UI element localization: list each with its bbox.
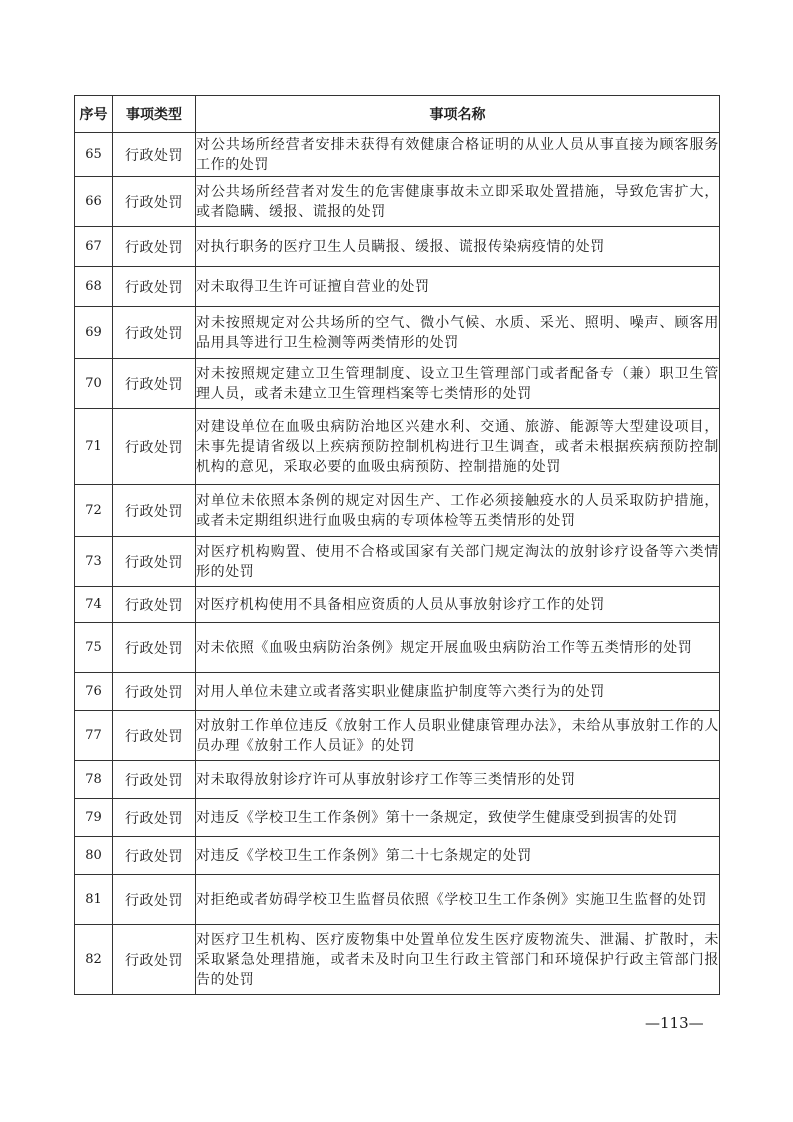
table-row (75, 875, 720, 925)
row-type: 行政处罚 (113, 837, 196, 875)
row-no: 82 (75, 925, 113, 995)
table-row (75, 267, 720, 307)
table-row (75, 359, 720, 409)
row-name: 对未取得卫生许可证擅自营业的处罚 (196, 267, 720, 307)
row-type: 行政处罚 (113, 799, 196, 837)
row-type: 行政处罚 (113, 761, 196, 799)
row-name: 对违反《学校卫生工作条例》第十一条规定，致使学生健康受到损害的处罚 (196, 799, 720, 837)
table-row (75, 307, 720, 359)
row-name: 对未按照规定建立卫生管理制度、设立卫生管理部门或者配备专（兼）职卫生管理人员，或者未建立卫生管理档案等七类情形的处罚 (196, 359, 720, 409)
row-type: 行政处罚 (113, 227, 196, 267)
table-row (75, 837, 720, 875)
row-no: 68 (75, 267, 113, 307)
table-row (75, 673, 720, 711)
row-type: 行政处罚 (113, 537, 196, 587)
row-name: 对建设单位在血吸虫病防治地区兴建水利、交通、旅游、能源等大型建设项目，未事先提请省级以上疾病预防控制机构进行卫生调查，或者未根据疾病预防控制机构的意见，采取必要的血吸虫病预防、控制措施的处罚 (196, 409, 720, 485)
row-name: 对未按照规定对公共场所的空气、微小气候、水质、采光、照明、噪声、顾客用品用具等进行卫生检测等两类情形的处罚 (196, 307, 720, 359)
header-type: 事项类型 (113, 96, 196, 133)
table-row (75, 177, 720, 227)
row-no: 71 (75, 409, 113, 485)
table-row (75, 133, 720, 177)
row-name: 对放射工作单位违反《放射工作人员职业健康管理办法》，未给从事放射工作的人员办理《放射工作人员证》的处罚 (196, 711, 720, 761)
table-row (75, 761, 720, 799)
row-no: 76 (75, 673, 113, 711)
row-type: 行政处罚 (113, 409, 196, 485)
row-no: 80 (75, 837, 113, 875)
row-type: 行政处罚 (113, 623, 196, 673)
table-row (75, 587, 720, 623)
table-row (75, 925, 720, 995)
row-type: 行政处罚 (113, 587, 196, 623)
row-no: 67 (75, 227, 113, 267)
row-no: 65 (75, 133, 113, 177)
row-name: 对医疗卫生机构、医疗废物集中处置单位发生医疗废物流失、泄漏、扩散时，未采取紧急处理措施，或者未及时向卫生行政主管部门和环境保护行政主管部门报告的处罚 (196, 925, 720, 995)
row-name: 对医疗机构购置、使用不合格或国家有关部门规定淘汰的放射诊疗设备等六类情形的处罚 (196, 537, 720, 587)
row-name: 对违反《学校卫生工作条例》第二十七条规定的处罚 (196, 837, 720, 875)
row-name: 对用人单位未建立或者落实职业健康监护制度等六类行为的处罚 (196, 673, 720, 711)
table-row (75, 623, 720, 673)
row-type: 行政处罚 (113, 359, 196, 409)
items-table (74, 95, 720, 995)
row-type: 行政处罚 (113, 133, 196, 177)
row-name: 对未取得放射诊疗许可从事放射诊疗工作等三类情形的处罚 (196, 761, 720, 799)
table-row (75, 485, 720, 537)
row-name: 对未依照《血吸虫病防治条例》规定开展血吸虫病防治工作等五类情形的处罚 (196, 623, 720, 673)
row-type: 行政处罚 (113, 307, 196, 359)
table-row (75, 799, 720, 837)
row-type: 行政处罚 (113, 875, 196, 925)
table-row (75, 227, 720, 267)
row-no: 78 (75, 761, 113, 799)
row-no: 69 (75, 307, 113, 359)
row-type: 行政处罚 (113, 177, 196, 227)
row-no: 75 (75, 623, 113, 673)
row-type: 行政处罚 (113, 485, 196, 537)
row-type: 行政处罚 (113, 711, 196, 761)
row-name: 对公共场所经营者对发生的危害健康事故未立即采取处置措施，导致危害扩大，或者隐瞒、缓报、谎报的处罚 (196, 177, 720, 227)
row-no: 74 (75, 587, 113, 623)
page-number: —113— (645, 1014, 704, 1032)
table-row (75, 409, 720, 485)
row-name: 对单位未依照本条例的规定对因生产、工作必须接触疫水的人员采取防护措施，或者未定期组织进行血吸虫病的专项体检等五类情形的处罚 (196, 485, 720, 537)
row-type: 行政处罚 (113, 673, 196, 711)
row-no: 79 (75, 799, 113, 837)
row-type: 行政处罚 (113, 267, 196, 307)
row-no: 72 (75, 485, 113, 537)
row-name: 对公共场所经营者安排未获得有效健康合格证明的从业人员从事直接为顾客服务工作的处罚 (196, 133, 720, 177)
row-no: 73 (75, 537, 113, 587)
row-name: 对执行职务的医疗卫生人员瞒报、缓报、谎报传染病疫情的处罚 (196, 227, 720, 267)
row-name: 对医疗机构使用不具备相应资质的人员从事放射诊疗工作的处罚 (196, 587, 720, 623)
header-no: 序号 (75, 96, 113, 133)
header-name: 事项名称 (196, 96, 720, 133)
row-type: 行政处罚 (113, 925, 196, 995)
table-row (75, 537, 720, 587)
table-row (75, 711, 720, 761)
table-header-row (75, 96, 720, 133)
row-no: 66 (75, 177, 113, 227)
row-no: 81 (75, 875, 113, 925)
row-no: 70 (75, 359, 113, 409)
row-name: 对拒绝或者妨碍学校卫生监督员依照《学校卫生工作条例》实施卫生监督的处罚 (196, 875, 720, 925)
row-no: 77 (75, 711, 113, 761)
